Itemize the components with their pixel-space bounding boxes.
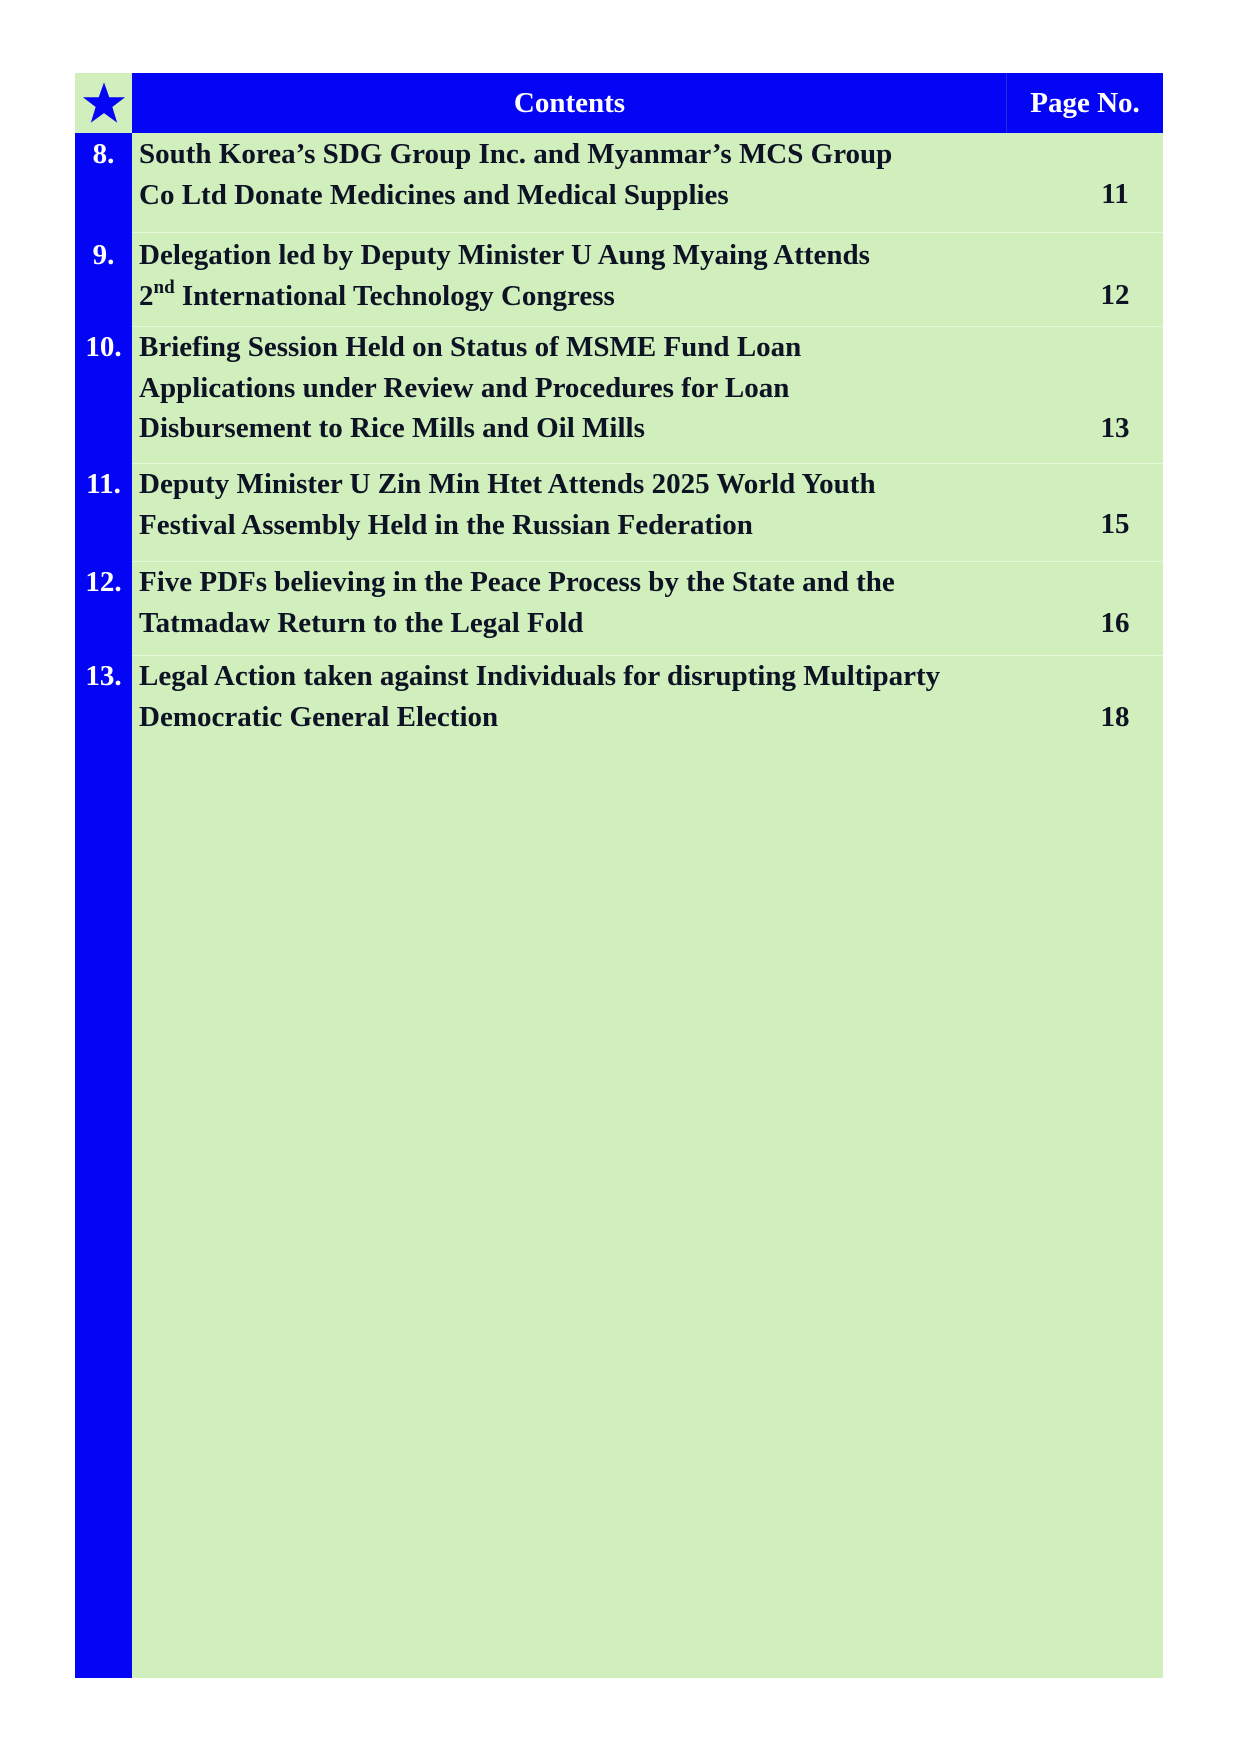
- entry-title: [139, 134, 1009, 215]
- toc-header: [75, 73, 1163, 133]
- entry-title-text: International Technology Congress: [174, 279, 615, 312]
- entry-number: 8.: [92, 138, 115, 170]
- entry-title-line: [139, 276, 1009, 317]
- entry-title: [139, 327, 1009, 449]
- page-number-heading: Page No.: [1007, 73, 1163, 133]
- entry-title-line: Democratic General Election: [139, 700, 499, 733]
- entry-title-line: Briefing Session Held on Status of MSME Fund Loan: [139, 331, 802, 363]
- entry-number: 11.: [86, 468, 121, 500]
- entry-page-number: 12: [1100, 279, 1130, 311]
- entry-title-line: Deputy Minister U Zin Min Htet Attends 2025 World Youth: [139, 468, 876, 500]
- entry-title: [139, 464, 1009, 545]
- star-icon: [82, 81, 126, 125]
- entry-title-line: Disbursement to Rice Mills and Oil Mills: [139, 412, 645, 444]
- toc-entry[interactable]: [75, 464, 1163, 561]
- entry-page-number: 16: [1100, 607, 1130, 639]
- entry-title-line: Applications under Review and Procedures for Loan: [139, 371, 790, 404]
- entry-title: [139, 656, 1009, 737]
- entry-title: [139, 562, 1009, 643]
- toc-entry[interactable]: [75, 233, 1163, 326]
- toc-entry[interactable]: [75, 133, 1163, 232]
- ordinal-suffix: nd: [153, 276, 175, 298]
- entry-number: 9.: [92, 239, 115, 271]
- entry-number: 12.: [85, 566, 122, 598]
- entry-number: 10.: [85, 331, 122, 363]
- entry-title-line: Co Ltd Donate Medicines and Medical Supplies: [139, 178, 729, 211]
- toc-entry[interactable]: [75, 562, 1163, 655]
- entry-title-line: Legal Action taken against Individuals for disrupting Multiparty: [139, 660, 941, 692]
- entry-page-number: 11: [1101, 178, 1129, 210]
- ordinal-number: 2: [139, 279, 154, 312]
- entry-page-number: 13: [1100, 412, 1130, 444]
- contents-heading: Contents: [132, 73, 1007, 133]
- entry-title: [139, 235, 1009, 316]
- entry-page-number: 18: [1100, 701, 1130, 733]
- entry-title-line: Tatmadaw Return to the Legal Fold: [139, 606, 584, 639]
- entry-title-line: Festival Assembly Held in the Russian Federation: [139, 508, 753, 541]
- table-of-contents: [75, 73, 1163, 1678]
- entry-title-line: South Korea’s SDG Group Inc. and Myanmar’s MCS Group: [139, 138, 893, 170]
- entry-title-line: Delegation led by Deputy Minister U Aung Myaing Attends: [139, 239, 870, 271]
- toc-entry[interactable]: [75, 327, 1163, 463]
- toc-entry[interactable]: [75, 656, 1163, 756]
- entry-page-number: 15: [1100, 508, 1130, 540]
- star-cell: [75, 73, 132, 133]
- entry-title-line: Five PDFs believing in the Peace Process by the State and the: [139, 566, 895, 598]
- entry-number: 13.: [85, 660, 122, 692]
